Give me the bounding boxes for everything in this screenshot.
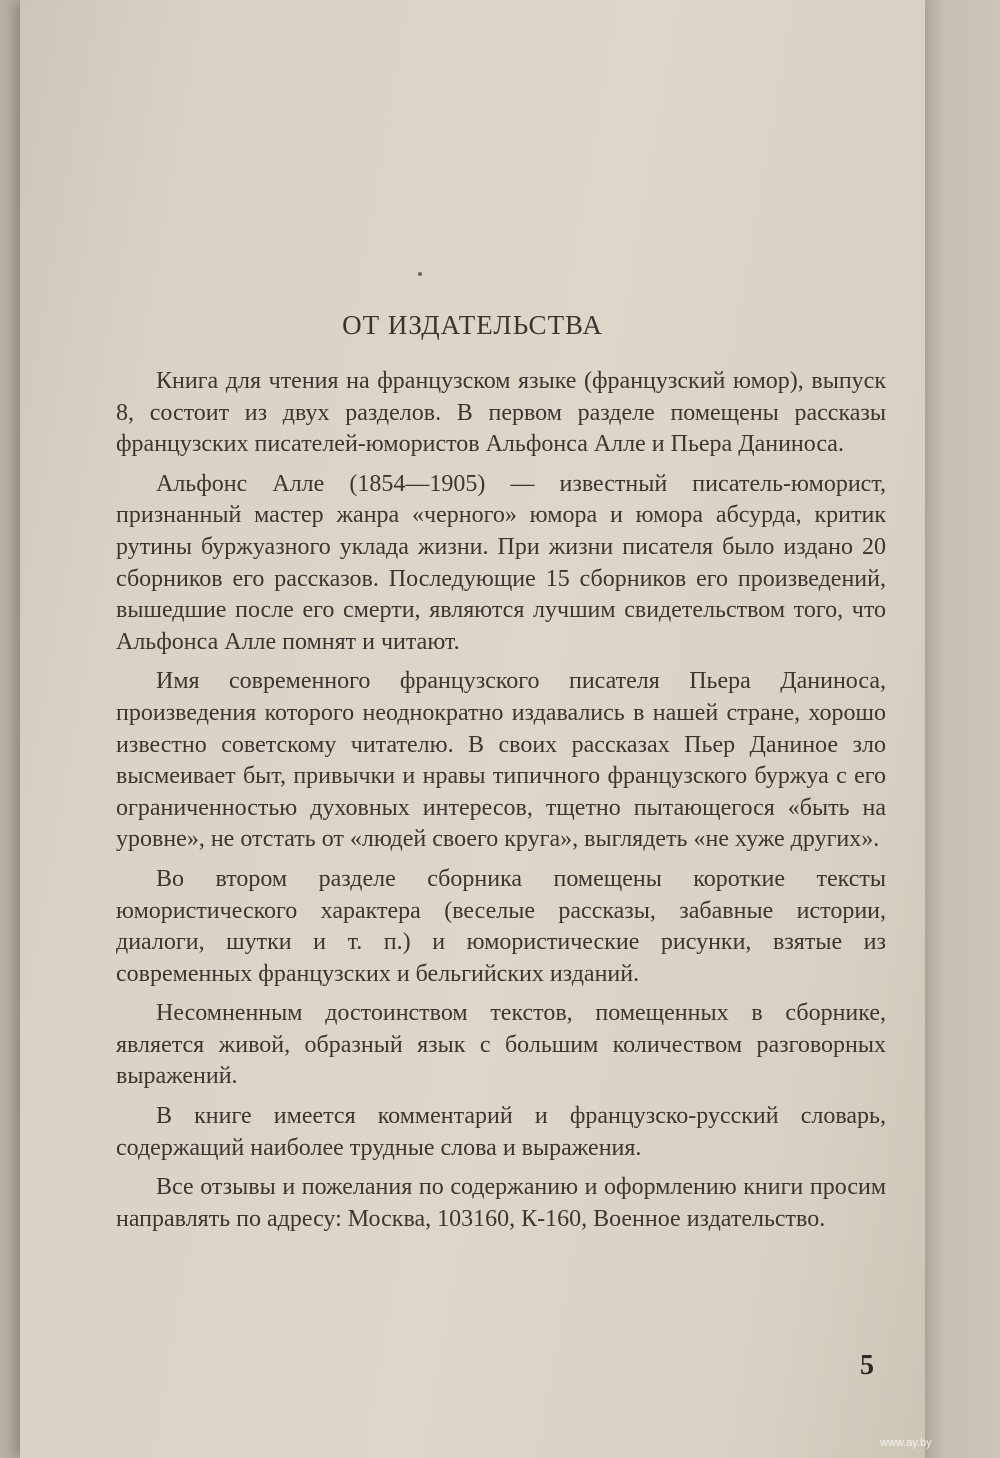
book-page xyxy=(20,0,925,1458)
paragraph: Альфонс Алле (1854—1905) — известный писатель-юморист, признанный мастер жанра «черного» юмора и юмора абсурда, критик рутины буржуазного уклада жизни. При жизни писателя было издано 20 сборников его рассказов. Последующие 15 сборников его произведений, вышедшие после его смерти, являются лучшим свидетельством того, что Альфонса Алле помнят и читают. xyxy=(116,470,886,655)
page-number: 5 xyxy=(860,1350,874,1381)
page-stack-edge xyxy=(922,0,1000,1458)
paragraph: Книга для чтения на французском языке (французский юмор), выпуск 8, состоит из двух разделов. В первом разделе помещены рассказы французских писателей-юмористов Альфонса Алле и Пьера Даниноса. xyxy=(116,368,886,458)
paragraph: Несомненным достоинством текстов, помещенных в сборнике, является живой, образный язык с большим количеством разговорных выражений. xyxy=(116,1000,886,1090)
paragraph: Все отзывы и пожелания по содержанию и оформлению книги просим направлять по адресу: Москва, 103160, К-160, Военное издательство. xyxy=(116,1174,886,1232)
page-title: ОТ ИЗДАТЕЛЬСТВА xyxy=(342,310,603,340)
body-text xyxy=(116,366,886,1235)
paragraph: В книге имеется комментарий и французско-русский словарь, содержащий наиболее трудные слова и выражения. xyxy=(116,1103,886,1161)
paragraph: Имя современного французского писателя Пьера Даниноса, произведения которого неоднократно издавались в нашей стране, хорошо известно советскому читателю. В своих рассказах Пьер Даниное зло высмеивает быт, привычки и нравы типичного французского буржуа с его ограниченностью духовных интересов, тщетно пытающегося «быть на уровне», не отстать от «людей своего круга», выглядеть «не хуже других». xyxy=(116,668,886,853)
watermark: www.ay.by xyxy=(880,1437,932,1449)
paragraph: Во втором разделе сборника помещены короткие тексты юмористического характера (веселые рассказы, забавные истории, диалоги, шутки и т. п.) и юмористические рисунки, взятые из современных французских и бельгийских изданий. xyxy=(116,865,886,987)
print-speck xyxy=(418,272,422,276)
